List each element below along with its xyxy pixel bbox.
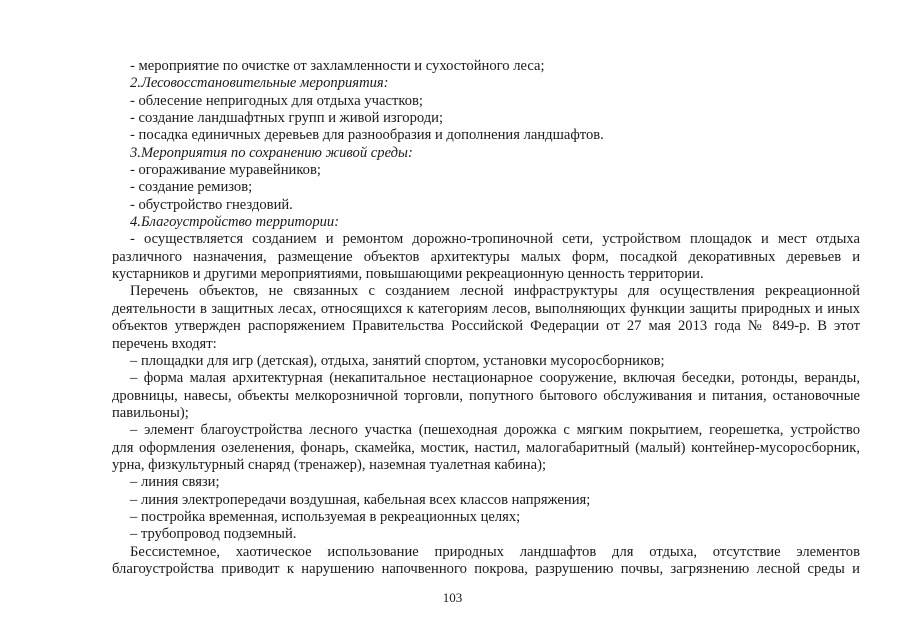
text-line: Бессистемное, хаотическое использование природных ландшафтов для отдыха, отсутствие элементов [130, 543, 860, 560]
text-line: - посадка единичных деревьев для разнообразия и дополнения ландшафтов. [130, 127, 604, 144]
text-line: различного назначения, размещение объектов архитектуры малых форм, посадкой декоративных деревьев и [112, 248, 860, 265]
text-line: перечень входят: [112, 335, 217, 352]
text-line: - создание ландшафтных групп и живой изгороди; [130, 110, 444, 127]
list-item: – линия связи; [130, 474, 220, 491]
list-item: – форма малая архитектурная (некапитальное нестационарное сооружение, включая беседки, ротонды, веранды, [130, 370, 860, 387]
list-item: – постройка временная, используемая в рекреационных целях; [130, 508, 521, 525]
section-heading: 2.Лесовосстановительные мероприятия: [130, 75, 389, 92]
document-page [112, 58, 860, 578]
text-line: благоустройства приводит к нарушению напочвенного покрова, разрушению почвы, загрязнению лесной среды и [112, 560, 860, 577]
text-line: - облесение непригодных для отдыха участков; [130, 92, 423, 109]
list-item: – линия электропередачи воздушная, кабельная всех классов напряжения; [130, 491, 591, 508]
list-item: – трубопровод подземный. [130, 526, 297, 543]
section-heading: 3.Мероприятия по сохранению живой среды: [130, 144, 413, 161]
list-item: павильоны); [112, 404, 189, 421]
text-line: - огораживание муравейников; [130, 162, 321, 179]
text-line: - обустройство гнездовий. [130, 196, 293, 213]
text-line: объектов утвержден распоряжением Правительства Российской Федерации от 27 мая 2013 года № 849-р. В этот [112, 318, 860, 335]
text-line: кустарников и другими мероприятиями, повышающими рекреационную ценность территории. [112, 266, 704, 283]
text-line: - создание ремизов; [130, 179, 253, 196]
list-item: дровницы, навесы, объекты мелкорозничной торговли, попутного бытового обслуживания и питания, остановочные [112, 387, 860, 404]
text-line: Перечень объектов, не связанных с созданием лесной инфраструктуры для осуществления рекреационной [130, 283, 860, 300]
list-item: для оформления озеленения, фонарь, скамейка, мостик, настил, малогабаритный (малый) контейнер-мусоросборник, [112, 439, 860, 456]
text-line: - мероприятие по очистке от захламленности и сухостойного леса; [130, 58, 545, 74]
list-item: – площадки для игр (детская), отдыха, занятий спортом, установки мусоросборников; [130, 352, 665, 369]
list-item: – элемент благоустройства лесного участка (пешеходная дорожка с мягким покрытием, георешетка, устройство [130, 422, 860, 439]
list-item: урна, физкультурный снаряд (тренажер), наземная туалетная кабина); [112, 456, 547, 473]
text-line: деятельности в защитных лесах, относящихся к категориям лесов, выполняющих функции защиты природных и иных [112, 300, 860, 317]
section-heading: 4.Благоустройство территории: [130, 214, 340, 231]
text-line: - осуществляется созданием и ремонтом дорожно-тропиночной сети, устройством площадок и мест отдыха [130, 231, 860, 248]
page-number: 103 [442, 590, 463, 605]
